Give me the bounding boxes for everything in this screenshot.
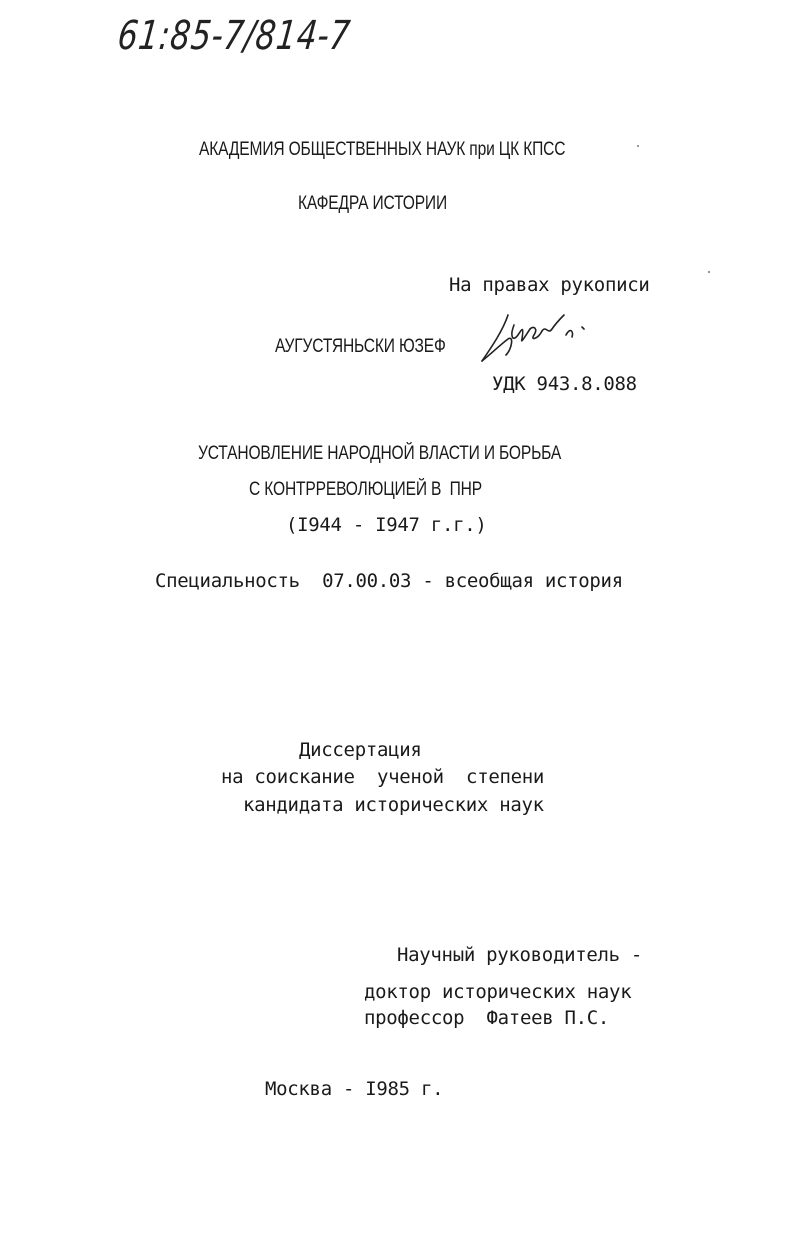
dissertation-label: Диссертация: [299, 739, 422, 761]
supervisor-label: Научный руководитель -: [397, 944, 643, 966]
udk-code: УДК 943.8.088: [492, 373, 637, 395]
city-year: Москва - I985 г.: [265, 1078, 444, 1100]
title-line-2: С КОНТРРЕВОЛЮЦИЕЙ В ПНР: [249, 479, 482, 500]
scan-speck: [708, 271, 710, 273]
dissertation-degree-line: на соискание ученой степени: [221, 766, 545, 788]
institution-name: АКАДЕМИЯ ОБЩЕСТВЕННЫХ НАУК при ЦК КПСС: [199, 139, 566, 160]
archive-mark: 61:85-7/814-7: [115, 13, 353, 59]
supervisor-name: профессор Фатеев П.С.: [364, 1007, 610, 1029]
title-years: (I944 - I947 г.г.): [286, 514, 487, 536]
author-name: АУГУСТЯНЬСКИ ЮЗЕФ: [275, 336, 446, 357]
author-signature: [478, 305, 598, 367]
scan-speck: [637, 145, 639, 147]
department-name: КАФЕДРА ИСТОРИИ: [298, 193, 448, 214]
dissertation-field-line: кандидата исторических наук: [243, 794, 544, 816]
title-line-1: УСТАНОВЛЕНИЕ НАРОДНОЙ ВЛАСТИ И БОРЬБА: [198, 443, 562, 464]
manuscript-rights-note: На правах рукописи: [449, 274, 650, 296]
supervisor-degree: доктор исторических наук: [364, 981, 632, 1003]
specialty-line: Специальность 07.00.03 - всеобщая история: [155, 570, 623, 592]
